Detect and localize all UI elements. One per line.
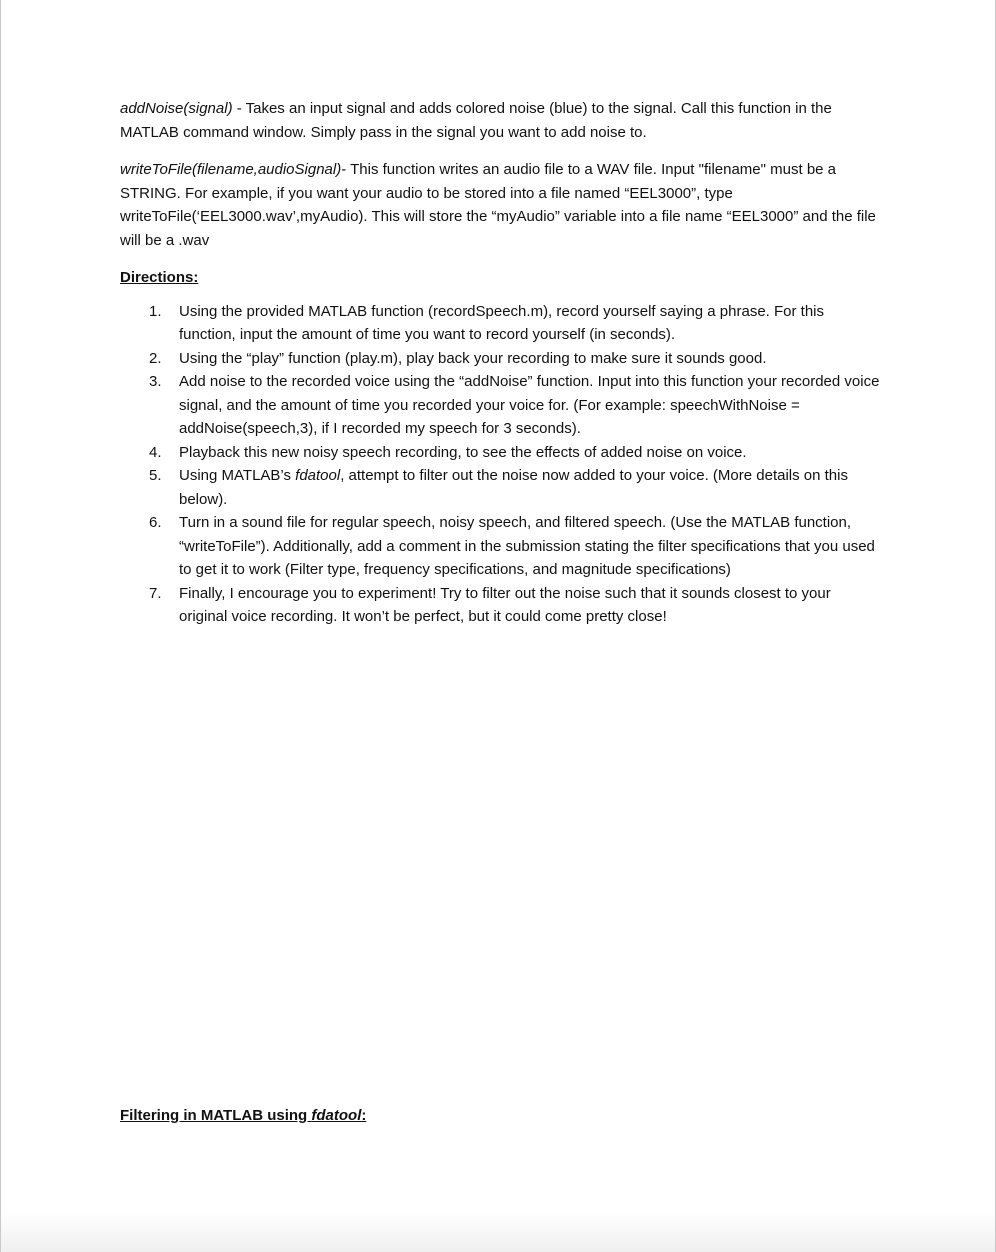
- directions-heading: Directions:: [120, 269, 199, 286]
- list-item-text: Playback this new noisy speech recording, to see the effects of added noise on voice.: [179, 443, 747, 461]
- fdatool-term: fdatool: [295, 467, 341, 484]
- page-bottom-shadow: [1, 1212, 995, 1252]
- list-item-text: Using the provided MATLAB function (recordSpeech.m), record yourself saying a phrase. For this function, input the amount of time you want to record yourself (in seconds).: [179, 302, 825, 343]
- directions-list: [120, 300, 880, 629]
- list-item: [120, 300, 880, 347]
- list-item: [120, 441, 880, 465]
- list-item-text: Turn in a sound file for regular speech, noisy speech, and filtered speech. (Use the MATLAB function, “writeToFile”). Additionally, add a comment in the submission stating the filter specifications that you used to get it to work (Filter type, frequency specifications, and magnitude specifications): [179, 514, 875, 578]
- list-number: 7.: [149, 584, 162, 602]
- list-item: [120, 370, 880, 441]
- list-item: [120, 464, 880, 511]
- list-item-text: Add noise to the recorded voice using the “addNoise” function. Input into this function your recorded voice signal, and the amount of time you recorded your voice for. (For example: speechWithNoise = addNoise(speech,3), if I recorded my speech for 3 seconds).: [179, 373, 880, 437]
- list-item-text: Finally, I encourage you to experiment! Try to filter out the noise such that it sounds closest to your original voice recording. It won’t be perfect, but it could come pretty close!: [179, 584, 831, 625]
- addnoise-description: [120, 97, 880, 144]
- addnoise-text: - Takes an input signal and adds colored noise (blue) to the signal. Call this function in the MATLAB command window. Simply pass in the signal you want to add noise to.: [120, 100, 832, 141]
- filtering-heading-post: :: [361, 1107, 367, 1124]
- list-number: 5.: [149, 467, 162, 484]
- list-item-text-post: , attempt to filter out the noise now added to your voice. (More details on this below).: [179, 467, 848, 508]
- list-number: 2.: [149, 349, 162, 367]
- filtering-heading-em: fdatool: [311, 1107, 362, 1124]
- list-number: 6.: [149, 514, 162, 531]
- filtering-heading: [120, 1104, 366, 1128]
- list-item: [120, 511, 880, 582]
- writetofile-text: - This function writes an audio file to a WAV file. Input "filename" must be a STRING. For example, if you want your audio to be stored into a file named “EEL3000”, type writeToFile(‘EEL3000.wav’,myAudio). This will store the “myAudio” variable into a file name “EEL3000” and the file will be a .wav: [120, 161, 876, 249]
- list-item-text-pre: Using MATLAB’s: [179, 467, 296, 484]
- list-number: 4.: [149, 443, 162, 461]
- list-item: [120, 347, 880, 371]
- filtering-heading-pre: Filtering in MATLAB using: [120, 1107, 312, 1124]
- page-content: [120, 97, 880, 629]
- list-number: 3.: [149, 373, 162, 390]
- addnoise-function-name: addNoise(signal): [120, 100, 233, 117]
- list-number: 1.: [149, 302, 162, 320]
- list-item: [120, 582, 880, 629]
- writetofile-description: [120, 158, 880, 252]
- writetofile-function-name: writeToFile(filename,audioSignal): [120, 161, 342, 178]
- list-item-text: Using the “play” function (play.m), play back your recording to make sure it sounds good.: [179, 349, 767, 367]
